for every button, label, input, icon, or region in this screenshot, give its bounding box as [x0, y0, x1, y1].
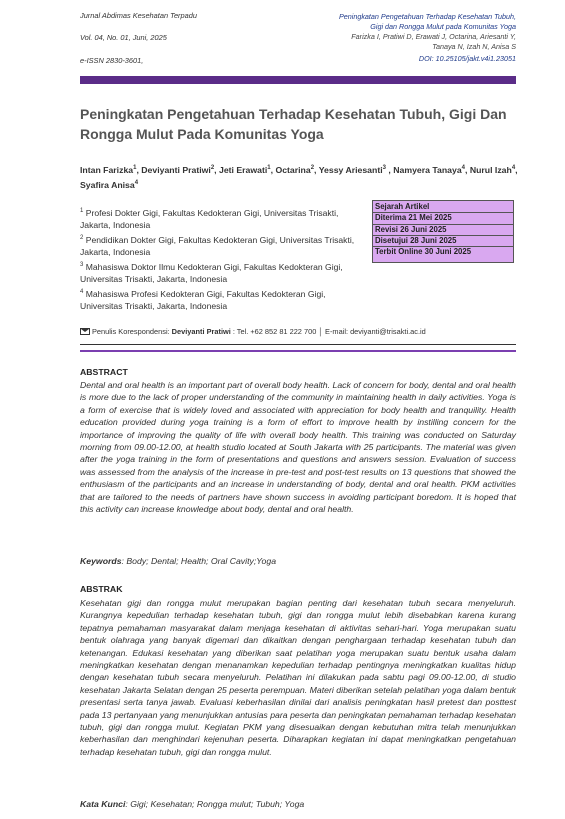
history-revised: Revisi 26 Juni 2025	[373, 225, 513, 236]
affiliation-item: $^3$ Mahasiswa Doktor Ilmu Kedokteran Gigi, Fakultas Kedokteran Gigi, Universitas Trisakti, Jakarta, Indonesia	[80, 261, 343, 285]
correspondence-line	[80, 327, 426, 336]
abstract-body: Dental and oral health is an important part of overall body health. Lack of concern for body, dental and oral health is more due to the lack of proper understanding of the community in maintaining health in daily activities. Yoga is a form of exercise that is widely loved and associated with appreciation for body health and tranquility. Health education provided during yoga training is a form of effort to improve health by instilling concern for the importance of improving the quality of life with overall body health. This training was conducted on Saturday morning from 09.00-12.00, at health studio located at South Jakarta with 25 participants. The material was given after the yoga training in the form of presentations and questions and answers session. Evaluation of success was assessed from the analysis of the increase in pre-test and post-test results on 13 questions that showed the enthusiasm of the participants and an increase in understanding of body, dental and oral health. PKM activities that are tailored to the needs of partners have shown success in avoiding participant boredom. It is hoped that this activity can increase knowledge about body, dental and oral health.	[80, 380, 516, 515]
header-bar	[80, 76, 516, 84]
article-history-box	[372, 200, 514, 263]
abstrak-heading: ABSTRAK	[80, 584, 123, 594]
envelope-icon	[80, 328, 90, 335]
abstrak-body: Kesehatan gigi dan rongga mulut merupakan bagian penting dari kesehatan tubuh secara menyeluruh. Kurangnya kepedulian terhadap kesehatan tubuh, gigi dan rongga mulut lebih disebabkan karena kurang tepatnya pemahaman masyarakat dalam menjaga kesehatan di aktivitas sehari-hari. Yoga merupakan suatu bentuk olahraga yang banyak digemari dan dikaitkan dengan penghargaan terhadap kesehatan tubuh dan ketenangan. Edukasi kesehatan yang diberikan saat pelatihan yoga merupakan suatu bentuk usaha dalam meningkatkan kesehatan dengan menanamkan kepedulian terhadap pentingnya meningkatkan kualitas hidup dengan kesehatan tubuh secara menyeluruh. Pelatihan ini dilakukan pada sabtu pagi 09.00-12.00, di studio kesehatan Jakarta Selatan dengan 25 peserta perempuan. Materi diberikan setelah pelatihan yoga dalam bentuk presentasi serta tanya jawab. Evaluasi keberhasilan dinilai dari analisis peningkatan hasil pretest dan posttest pada 13 pertanyaan yang menunjukkan antusias para peserta dan peningkatan pemahaman terhadap kesehatan tubuh, gigi dan rongga mulut. Kegiatan PKM yang disesuaikan dengan kebutuhan mitra telah menunjukkan keberhasilan dan menghindari kejenuhan peserta. Diharapkan kegiatan ini dapat meningkatkan pengetahuan terhadap kesehatan tubuh, gigi dan rongga mulut.	[80, 598, 516, 757]
author-name: Yessy Ariesanti	[318, 164, 383, 175]
author-name: Nurul Izah	[469, 164, 512, 175]
journal-name: Jurnal Abdimas Kesehatan Terpadu	[80, 11, 197, 20]
history-received: Diterima 21 Mei 2025	[373, 213, 513, 224]
running-title-line-2: Gigi dan Rongga Mulut pada Komunitas Yoga	[370, 22, 516, 31]
history-heading: Sejarah Artikel	[373, 202, 513, 213]
affiliation-item: $^2$ Pendidikan Dokter Gigi, Fakultas Kedokteran Gigi, Universitas Trisakti, Jakarta, Indonesia	[80, 234, 355, 258]
doi-link[interactable]: DOI: 10.25105/jakt.v4i1.23051	[418, 54, 516, 63]
author-name: Syafira Anisa	[80, 179, 135, 190]
journal-volume: Vol. 04, No. 01, Juni, 2025	[80, 33, 167, 43]
history-online: Terbit Online 30 Juni 2025	[375, 247, 472, 257]
abstract-heading: ABSTRACT	[80, 367, 128, 377]
correspondence-label: Penulis Korespondensi:	[92, 327, 170, 336]
kata-kunci-line: Kata Kunci: Gigi; Kesehatan; Rongga mulut; Tubuh; Yoga	[80, 799, 305, 809]
running-title-line-1: Peningkatan Pengetahuan Terhadap Kesehatan Tubuh,	[338, 12, 516, 21]
article-title: Peningkatan Pengetahuan Terhadap Kesehatan Tubuh, Gigi Dan Rongga Mulut Pada Komunitas Yoga	[80, 106, 507, 142]
journal-issn: e-ISSN 2830-3601,	[80, 55, 144, 65]
history-accepted: Disetujui 28 Juni 2025	[373, 236, 513, 247]
keywords-line: Keywords: Body; Dental; Health; Oral Cavity;Yoga	[80, 556, 277, 566]
divider	[80, 344, 516, 345]
correspondence-details[interactable]: : Tel. +62 852 81 222 700 │ E-mail: deviyanti@trisakti.ac.id	[232, 327, 426, 336]
author-list: Intan Farizka$^1$, Deviyanti Pratiwi$^2$, Jeti Erawati$^1$, Octarina$^2$, Yessy Ariesanti$^3$ , Namyera Tanaya$^4$, Nurul Izah$^4$, Syafira Anisa$^4$	[80, 164, 518, 190]
author-name: Intan Farizka	[80, 164, 134, 175]
running-authors-line-2: Tanaya N, Izah N, Anisa S	[432, 42, 516, 51]
author-name: Octarina	[275, 164, 311, 175]
affiliations	[80, 205, 365, 312]
running-header	[256, 12, 516, 64]
author-name: Jeti Erawati	[218, 164, 268, 175]
author-name: Namyera Tanaya	[393, 164, 462, 175]
divider-accent	[80, 350, 516, 352]
journal-header	[80, 12, 197, 79]
author-name: Deviyanti Pratiwi	[141, 164, 211, 175]
affiliation-item: $^1$ Profesi Dokter Gigi, Fakultas Kedokteran Gigi, Universitas Trisakti, Jakarta, Indonesia	[80, 207, 339, 231]
affiliation-item: $^4$ Mahasiswa Profesi Kedokteran Gigi, Fakultas Kedokteran Gigi, Universitas Trisakti, Jakarta, Indonesia	[80, 288, 326, 311]
running-authors-line-1: Farizka I, Pratiwi D, Erawati J, Octarina, Ariesanti Y,	[351, 32, 516, 41]
correspondence-name: Deviyanti Pratiwi	[171, 327, 231, 336]
